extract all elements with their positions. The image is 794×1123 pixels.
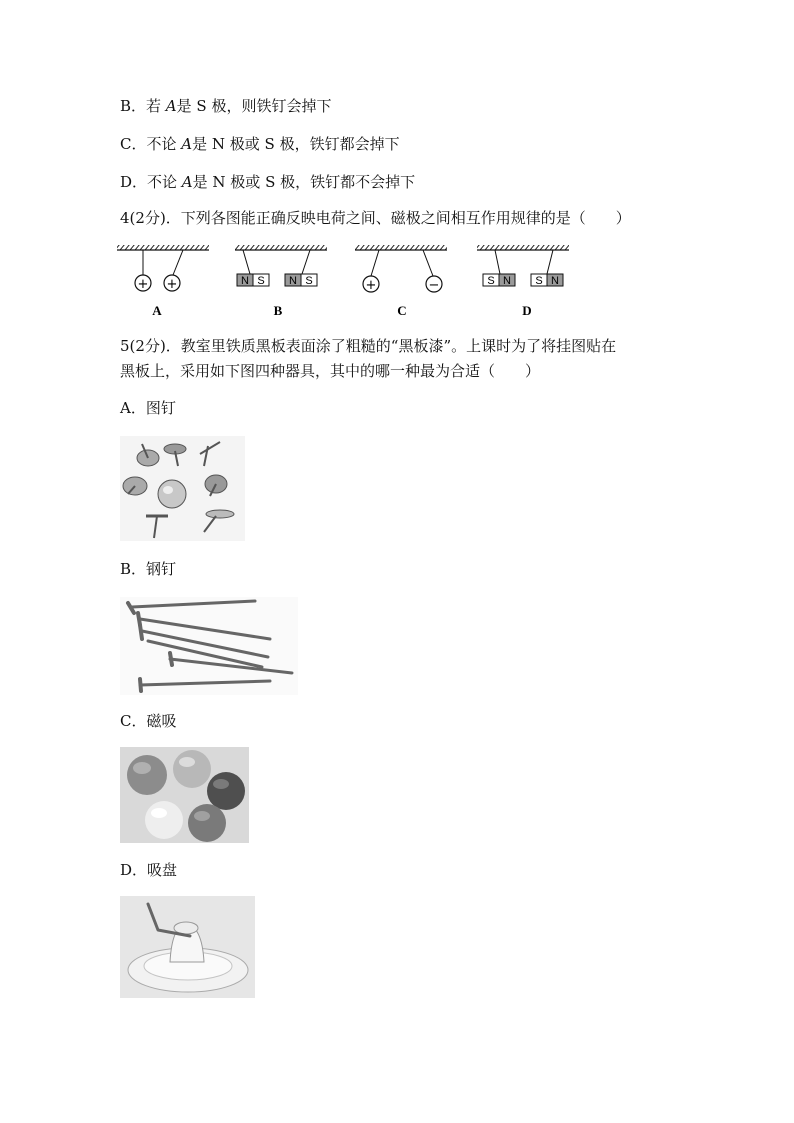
pole-label: N — [241, 275, 249, 287]
panel-label-d: D — [522, 303, 532, 318]
panel-label-b: B — [273, 303, 283, 318]
question-5-line-2: 黑板上，采用如下图四种器具，其中的哪一种最为合适（ ） — [120, 362, 541, 380]
option-q5-a: A．图钉 — [120, 399, 176, 417]
pole-label: S — [257, 275, 265, 287]
thumbtack-photo — [120, 436, 245, 541]
suction-cup-photo — [120, 896, 255, 998]
pole-label: S — [535, 275, 543, 287]
option-text: D．不论 — [120, 173, 182, 191]
option-q3-d — [120, 172, 415, 192]
option-var: A — [165, 97, 177, 115]
option-q5-b: B．钢钉 — [120, 560, 177, 578]
charge-sign: + — [365, 278, 377, 293]
interaction-diagram — [115, 238, 585, 324]
diagram-panel-a — [117, 245, 209, 292]
option-text: 是 S 极，则铁钉会掉下 — [176, 97, 332, 115]
pole-label: S — [305, 275, 313, 287]
option-text: B．若 — [120, 97, 166, 115]
option-text: 是 N 极或 S 极，铁钉都不会掉下 — [192, 173, 416, 191]
diagram-panel-c — [355, 245, 447, 293]
pole-label: N — [551, 275, 559, 287]
panel-label-a: A — [152, 303, 162, 318]
question-4-text: 4(2分)．下列各图能正确反映电荷之间、磁极之间相互作用规律的是（ ） — [120, 209, 631, 227]
steel-nail-photo — [120, 597, 298, 695]
option-text: 是 N 极或 S 极，铁钉都会掉下 — [192, 135, 400, 153]
charge-sign: − — [428, 278, 440, 293]
question-5-line-1: 5(2分)．教室里铁质黑板表面涂了粗糙的“黑板漆”。上课时为了将挂图贴在 — [120, 337, 617, 355]
option-q3-c — [120, 134, 400, 154]
panel-label-c: C — [397, 303, 407, 318]
charge-sign: + — [137, 277, 149, 292]
option-q5-c: C．磁吸 — [120, 712, 177, 730]
option-var: A — [181, 173, 193, 191]
charge-sign: + — [166, 277, 178, 292]
pole-label: S — [487, 275, 495, 287]
pole-label: N — [503, 275, 511, 287]
pole-label: N — [289, 275, 297, 287]
option-var: A — [181, 135, 193, 153]
option-q5-d: D．吸盘 — [120, 861, 178, 879]
diagram-panel-d — [477, 245, 569, 287]
magnet-photo — [120, 747, 249, 843]
option-q3-b — [120, 96, 331, 116]
option-text: C．不论 — [120, 135, 182, 153]
diagram-panel-b — [235, 245, 327, 287]
